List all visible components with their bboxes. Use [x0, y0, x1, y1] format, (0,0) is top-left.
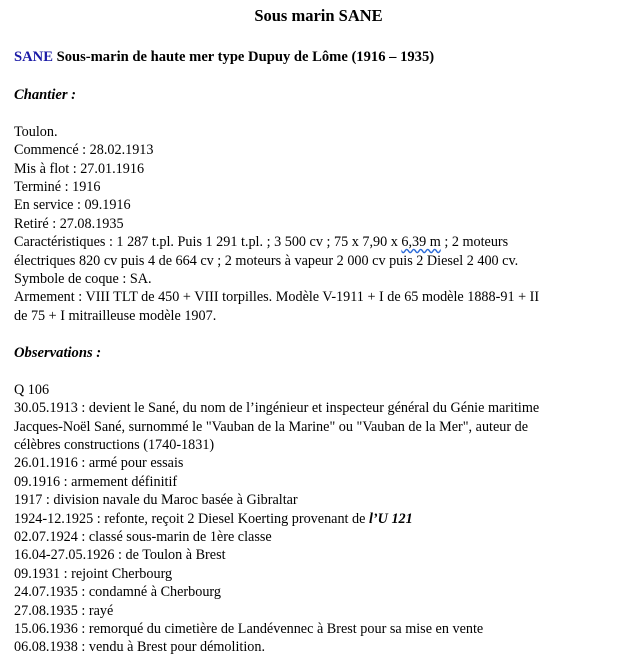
refonte-line	[14, 510, 619, 528]
caracteristiques-text: Caractéristiques : 1 287 t.pl. Puis 1 291 t.pl. ; 3 500 cv ; 75 x 7,90 x	[14, 234, 402, 251]
observation-line: 09.1916 : armement définitif	[14, 473, 178, 490]
chantier-section	[14, 123, 619, 325]
observation-line: 06.08.1938 : vendu à Brest pour démolition.	[14, 639, 266, 656]
refonte-text: 1924-12.1925 : refonte, reçoit 2 Diesel Koerting provenant de	[14, 510, 369, 527]
observation-line: 16.04-27.05.1926 : de Toulon à Brest	[14, 547, 226, 564]
armement-line: Armement : VIII TLT de 450 + VIII torpilles. Modèle V-1911 + I de 65 modèle 1888-91 + II	[14, 289, 540, 306]
observations-heading: Observations :	[14, 345, 102, 362]
observation-line: célèbres constructions (1740-1831)	[14, 436, 215, 453]
caracteristiques-line	[14, 233, 619, 251]
observation-line: 09.1931 : rejoint Cherbourg	[14, 565, 173, 582]
observation-line: 02.07.1924 : classé sous-marin de 1ère classe	[14, 528, 272, 545]
observation-line: 15.06.1936 : remorqué du cimetière de Landévennec à Brest pour sa mise en vente	[14, 620, 484, 637]
observations-section	[14, 381, 619, 657]
document-page	[14, 6, 619, 657]
observation-line: 1917 : division navale du Maroc basée à Gibraltar	[14, 492, 298, 509]
subtitle-text: Sous-marin de haute mer type Dupuy de Lôme (1916 – 1935)	[52, 49, 435, 65]
observation-line: Jacques-Noël Sané, surnommé le "Vauban de la Marine" ou "Vauban de la Mer", auteur de	[14, 418, 529, 435]
subtitle	[14, 48, 619, 66]
symbole-line: Symbole de coque : SA.	[14, 271, 152, 288]
chantier-line: Terminé : 1916	[14, 179, 101, 196]
caracteristiques-line-2: électriques 820 cv puis 4 de 664 cv ; 2 moteurs à vapeur 2 000 cv puis 2 Diesel 2 400 cv.	[14, 252, 519, 269]
dimension-underlined: 6,39 m	[401, 234, 441, 251]
caracteristiques-text-end: ; 2 moteurs	[440, 234, 509, 251]
chantier-line: Toulon.	[14, 123, 58, 140]
chantier-line: En service : 09.1916	[14, 197, 131, 214]
observation-line: 26.01.1916 : armé pour essais	[14, 455, 184, 472]
page-title: Sous marin SANE	[254, 6, 383, 25]
chantier-line: Retiré : 27.08.1935	[14, 215, 124, 232]
refonte-emphasis: l’U 121	[368, 510, 413, 527]
observation-line: Q 106	[14, 381, 50, 398]
submarine-name: SANE	[14, 49, 53, 65]
observation-line: 24.07.1935 : condamné à Cherbourg	[14, 584, 221, 601]
chantier-line: Commencé : 28.02.1913	[14, 142, 154, 159]
observation-line: 30.05.1913 : devient le Sané, du nom de l’ingénieur et inspecteur général du Génie maritime	[14, 400, 540, 417]
chantier-line: Mis à flot : 27.01.1916	[14, 160, 145, 177]
armement-line: de 75 + I mitrailleuse modèle 1907.	[14, 307, 217, 324]
observation-line: 27.08.1935 : rayé	[14, 602, 114, 619]
chantier-heading: Chantier :	[14, 87, 77, 104]
